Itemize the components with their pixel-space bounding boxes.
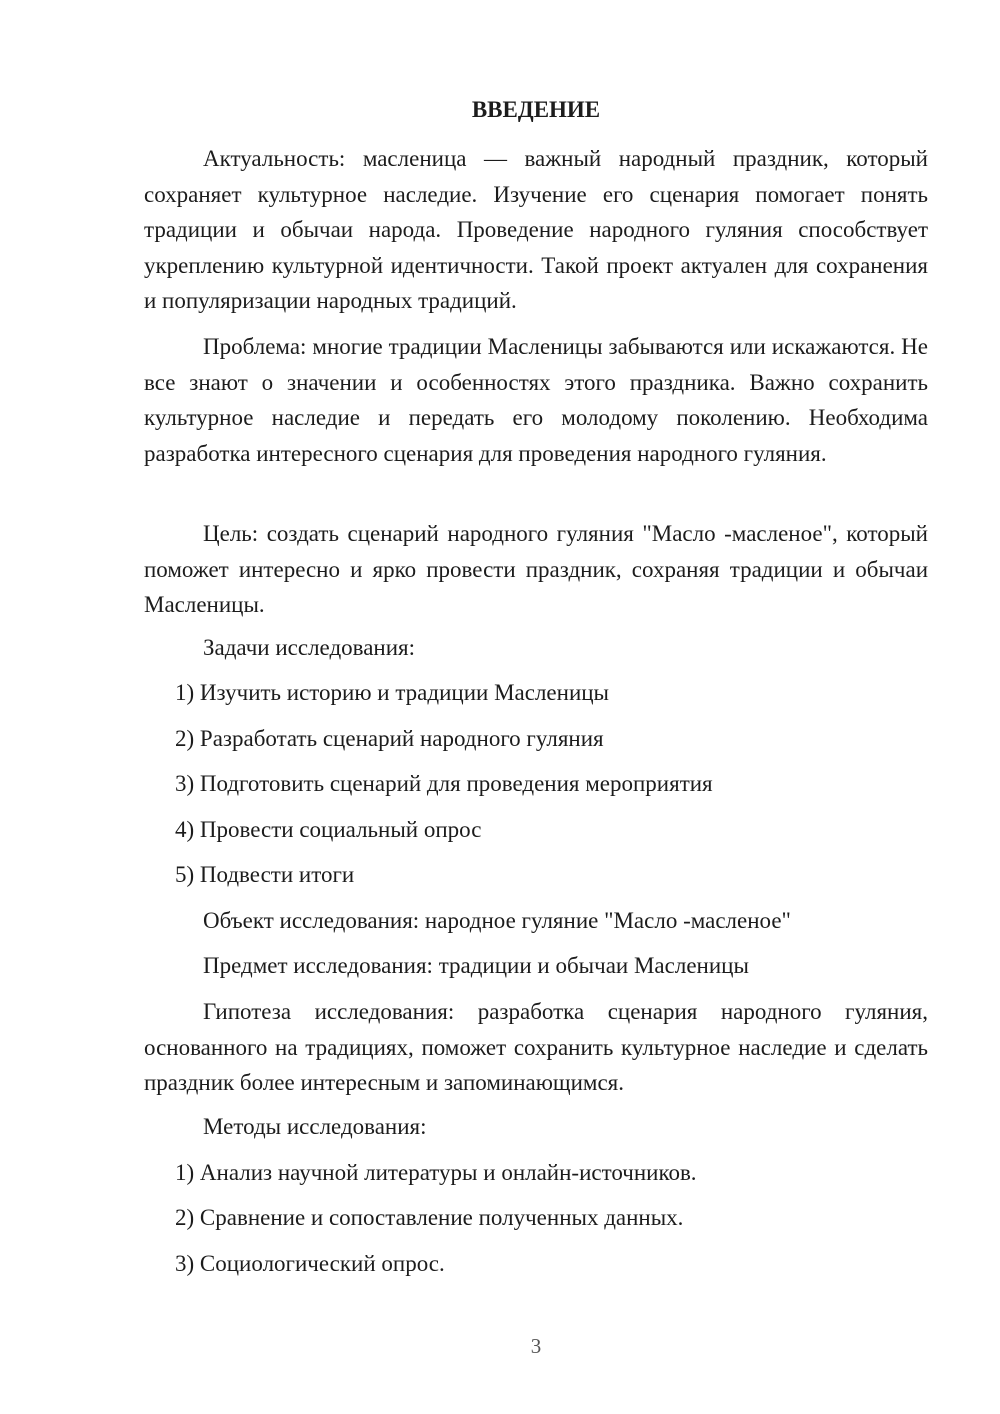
- list-item: 2) Разработать сценарий народного гуляния: [175, 726, 604, 751]
- document-page: [144, 0, 928, 1414]
- hypothesis-paragraph: Гипотеза исследования: разработка сценария народного гуляния, основанного на традициях, поможет сохранить культурное наследие и сделать праздник более интересным и запоминающимся.: [144, 999, 928, 1095]
- list-item: 3) Социологический опрос.: [175, 1251, 445, 1276]
- object-line: Объект исследования: народное гуляние "Масло -масленое": [203, 908, 791, 933]
- list-item: 2) Сравнение и сопоставление полученных данных.: [175, 1205, 684, 1230]
- problem-paragraph: Проблема: многие традиции Масленицы забываются или искажаются. Не все знают о значении и особенностях этого праздника. Важно сохранить культурное наследие и передать его молодому поколению. Необходима разработка интересного сценария для проведения народного гуляния.: [144, 334, 928, 466]
- tasks-heading: Задачи исследования:: [203, 635, 416, 660]
- list-item: 1) Изучить историю и традиции Масленицы: [175, 680, 610, 705]
- methods-heading: Методы исследования:: [203, 1114, 427, 1139]
- page-number: 3: [530, 1334, 542, 1358]
- list-item: 5) Подвести итоги: [175, 862, 355, 887]
- goal-paragraph: Цель: создать сценарий народного гуляния "Масло -масленое", который поможет интересно и ярко провести праздник, сохраняя традиции и обычаи Масленицы.: [144, 521, 928, 617]
- relevance-paragraph: Актуальность: масленица — важный народный праздник, который сохраняет культурное наследие. Изучение его сценария помогает понять традиции и обычаи народа. Проведение народного гуляния способствует укреплению культурной идентичности. Такой проект актуален для сохранения и популяризации народных традиций.: [144, 146, 928, 313]
- subject-line: Предмет исследования: традиции и обычаи Масленицы: [203, 953, 749, 978]
- list-item: 4) Провести социальный опрос: [175, 817, 482, 842]
- page-title: ВВЕДЕНИЕ: [471, 97, 601, 122]
- list-item: 3) Подготовить сценарий для проведения мероприятия: [175, 771, 713, 796]
- list-item: 1) Анализ научной литературы и онлайн-источников.: [175, 1160, 697, 1185]
